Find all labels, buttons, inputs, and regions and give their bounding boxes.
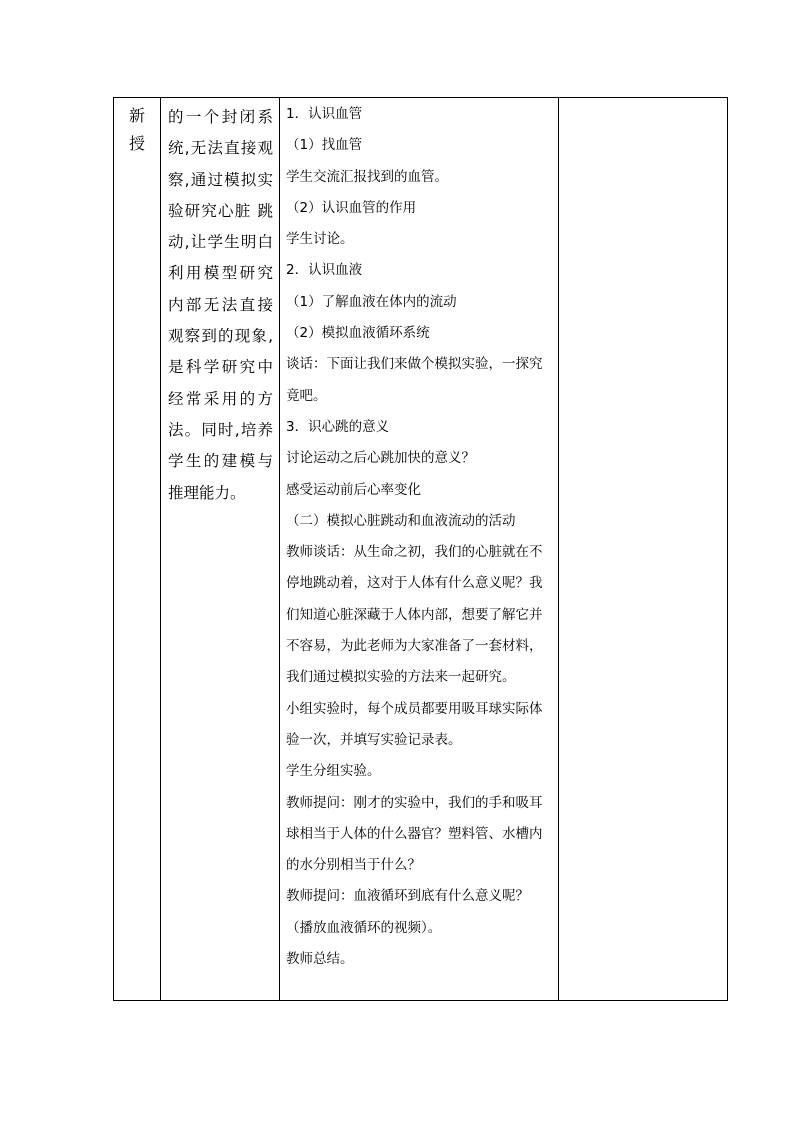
intent-line: 经常采用的方: [168, 389, 273, 408]
notes-cell: [559, 98, 728, 1001]
process-line: 竟吧。: [286, 387, 327, 404]
intent-line: 观察到的现象,: [168, 327, 273, 346]
intent-line: 是科学研究中: [168, 358, 273, 377]
intent-line: 验研究心脏 跳: [168, 201, 273, 220]
process-line: 谈话：下面让我们来做个模拟实验，一探究: [286, 356, 543, 373]
process-line: 我们通过模拟实验的方法来一起研究。: [286, 669, 516, 686]
stage-label: [123, 102, 151, 158]
process-line: （二）模拟心脏跳动和血液流动的活动: [286, 512, 516, 529]
process-line: 球相当于人体的什么器官？塑料管、水槽内: [286, 825, 543, 842]
process-line: 学生分组实验。: [286, 763, 381, 780]
process-line: 学生讨论。: [286, 231, 354, 248]
intent-line: 内部无法直接: [168, 295, 273, 314]
intent-line: 学生的建模与: [168, 452, 273, 471]
lesson-plan-table: [113, 97, 728, 1001]
stage-char: 授: [128, 134, 145, 153]
process-line: 们知道心脏深藏于人体内部，想要了解它并: [286, 606, 543, 623]
process-line: 的水分别相当于什么？: [286, 857, 421, 874]
intent-line: 法。同时,培养: [168, 420, 273, 439]
process-line: 2．认识血液: [286, 262, 363, 279]
process-line: （2）模拟血液循环系统: [286, 325, 430, 342]
process-line: 学生交流汇报找到的血管。: [286, 168, 448, 185]
intent-line: 动,让学生明白: [168, 233, 273, 252]
process-line: 验一次，并填写实验记录表。: [286, 731, 462, 748]
intent-line: 的一个封闭系: [168, 108, 273, 126]
process-line: 讨论运动之后心跳加快的意义？: [286, 450, 475, 467]
intent-line: 推理能力。: [168, 483, 246, 502]
design-intent-text: [161, 98, 279, 509]
process-line: 教师谈话：从生命之初，我们的心脏就在不: [286, 544, 543, 561]
intent-line: 利用模型研究: [168, 264, 273, 283]
process-line: （1）了解血液在体内的流动: [286, 293, 457, 310]
process-line: 感受运动前后心率变化: [286, 481, 421, 498]
process-line: （1）找血管: [286, 137, 363, 154]
intent-line: 统,无法直接观: [168, 139, 273, 158]
process-line: （播放血液循环的视频）。: [286, 919, 442, 936]
process-cell: [280, 98, 559, 1001]
process-line: 教师提问：血液循环到底有什么意义呢？: [286, 888, 529, 905]
process-line: 3．识心跳的意义: [286, 418, 390, 435]
teaching-process-text: [280, 98, 558, 975]
process-line: 1．认识血管: [286, 106, 363, 122]
process-line: 教师总结。: [286, 951, 354, 968]
process-line: 教师提问：刚才的实验中，我们的手和吸耳: [286, 794, 543, 811]
process-line: （2）认识血管的作用: [286, 199, 417, 216]
stage-cell: [114, 98, 161, 1001]
process-line: 小组实验时，每个成员都要用吸耳球实际体: [286, 700, 543, 717]
intent-cell: [161, 98, 280, 1001]
table-row: [114, 98, 728, 1001]
stage-char: 新: [128, 106, 145, 125]
intent-line: 察,通过模拟实: [168, 170, 273, 189]
process-line: 不容易，为此老师为大家准备了一套材料，: [286, 638, 543, 655]
process-line: 停地跳动着，这对于人体有什么意义呢？我: [286, 575, 543, 592]
